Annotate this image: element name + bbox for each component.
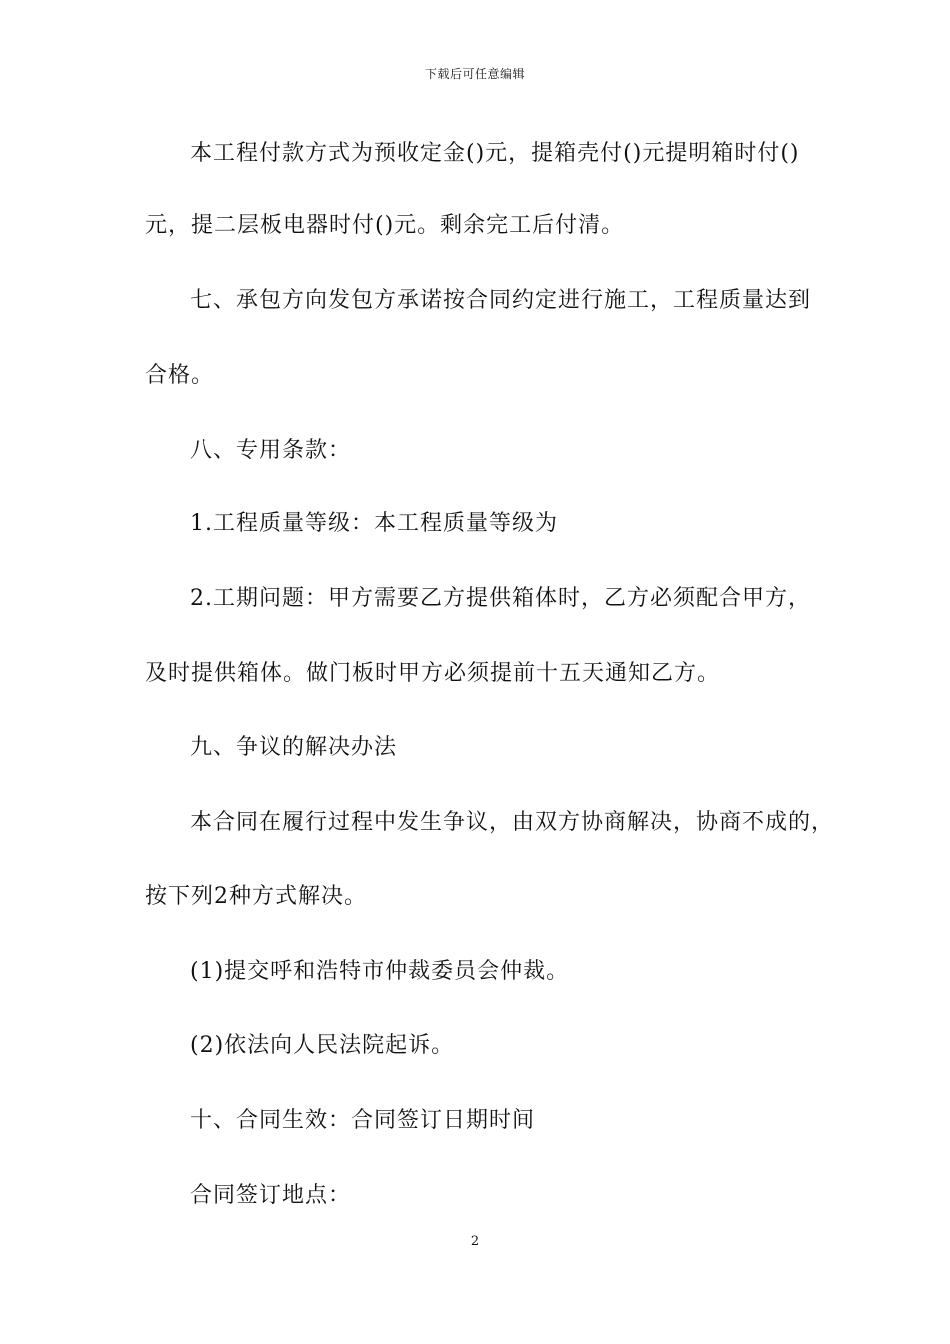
paragraph-line: 1.工程质量等级：本工程质量等级为 [190, 511, 558, 536]
paragraph-line: 2.工期问题：甲方需要乙方提供箱体时，乙方必须配合甲方， [190, 586, 811, 611]
paragraph-line: 按下列2种方式解决。 [145, 884, 367, 909]
paragraph-line: 及时提供箱体。做门板时甲方必须提前十五天通知乙方。 [145, 661, 721, 686]
page-number: 2 [470, 1234, 480, 1249]
section-heading: 九、争议的解决办法 [190, 735, 398, 760]
paragraph-line: 合同签订地点： [190, 1183, 352, 1208]
list-item: (2)依法向人民法院起诉。 [190, 1033, 455, 1058]
page-header: 下载后可任意编辑 [424, 67, 525, 81]
paragraph-line: 本合同在履行过程中发生争议，由双方协商解决，协商不成的， [190, 810, 835, 835]
paragraph-line: 本工程付款方式为预收定金()元，提箱壳付()元提明箱时付() [190, 141, 800, 166]
paragraph-line: 元，提二层板电器时付()元。剩余完工后付清。 [145, 213, 625, 238]
section-heading: 八、专用条款： [190, 438, 352, 463]
paragraph-line: 七、承包方向发包方承诺按合同约定进行施工，工程质量达到 [190, 288, 812, 313]
list-item: (1)提交呼和浩特市仲裁委员会仲裁。 [190, 959, 570, 984]
paragraph-line: 合格。 [145, 363, 215, 388]
section-heading: 十、合同生效：合同签订日期时间 [190, 1108, 536, 1133]
